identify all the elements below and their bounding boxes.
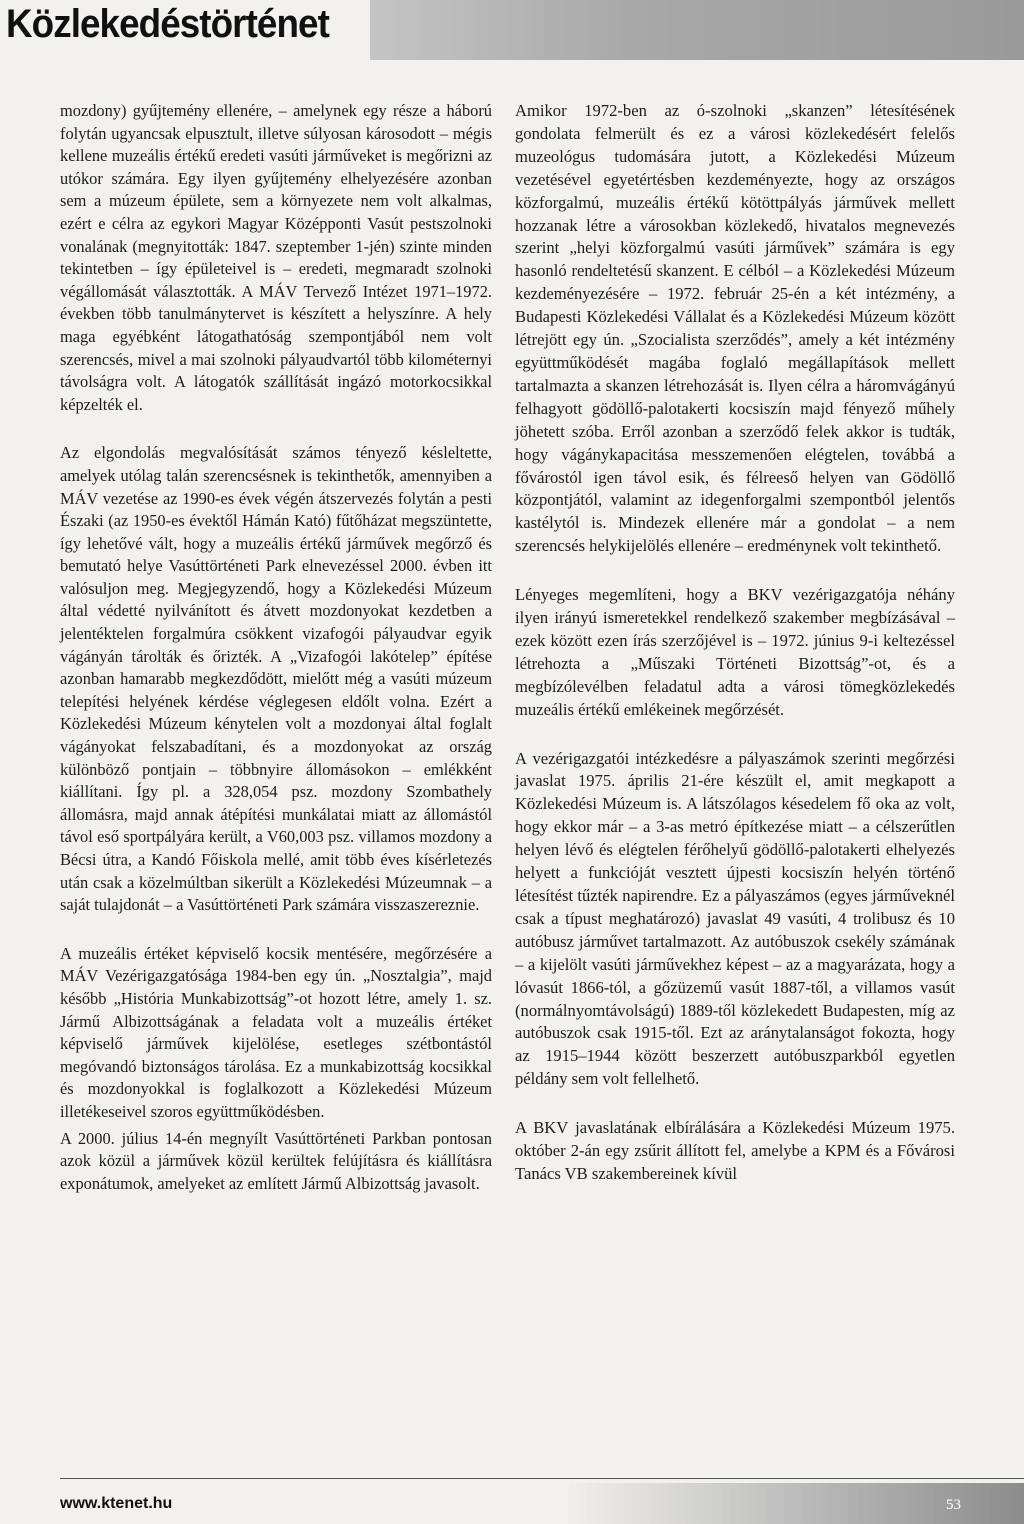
header-bar — [370, 0, 1024, 60]
paragraph: A BKV javaslatának elbírálására a Közlekedési Múzeum 1975. október 2-án egy zsűrit állított fel, amelybe a KPM és a Fővárosi Tanács VB szakembereinek kívül — [515, 1118, 955, 1183]
left-column — [60, 100, 492, 1221]
page-title: Közlekedéstörténet — [6, 2, 329, 46]
paragraph: Lényeges megemlíteni, hogy a BKV vezérigazgatója néhány ilyen irányú ismeretekkel rendelkező szakember megbízásával – ezek között ezen írás szerzőjével is – 1972. június 9-i keltezéssel létrehozta a „Műszaki Történeti Bizottság”-ot, és a megbízólevélben feladatul adta a városi tömegközlekedés muzeális értékű emlékeinek megőrzését. — [515, 585, 955, 719]
right-column — [515, 100, 955, 1212]
paragraph: Az elgondolás megvalósítását számos tényező késleltette, amelyek utólag talán szerencsésnek is tekinthetők, amennyiben a MÁV vezetése az 1990-es évek végén átszervezés folytán a pesti Északi (az 1950-es évektől Hámán Kató) fűtőházat megszüntette, így lehetővé vált, hogy a muzeális értékű járművek megőrző és bemutató helye Vasúttörténeti Park elnevezéssel 2000. évben itt valósuljon meg. Megjegyzendő, hogy a Közlekedési Múzeum által védetté nyilvánított és átvett mozdonyokat kezdetben a jelentéktelen forgalmúra csökkent vizafogói pályaudvar egyik vágányán tárolták és őrizték. A „Vizafogói lakótelep” építése azonban hamarabb megkezdődött, mielőtt még a vasúti múzeum telepítési helyének kérdése véglegesen eldőlt volna. Ezért a Közlekedési Múzeum kénytelen volt a mozdonyai által foglalt vágányokat felszabadítani, és a mozdonyokat az ország különböző pontjain – többnyire állomásokon – emlékként kiállítani. Így pl. a 328,054 psz. mozdony Szombathely állomásra, majd annak átépítési munkálatai miatt az állomástól távol eső sportpályára került, a V60,003 psz. villamos mozdony a Bécsi útra, a Kandó Főiskola mellé, amit több éves kísérletezés után csak a közelmúltban sikerült a Közlekedési Múzeumnak – a saját tulajdonát – a Vasúttörténeti Park számára visszaszereznie. — [60, 443, 492, 915]
footer-divider — [60, 1478, 1024, 1479]
paragraph: Amikor 1972-ben az ó-szolnoki „skanzen” létesítésének gondolata felmerült és ez a városi közlekedésért felelős muzeológus tudomására jutott, a Közlekedési Múzeum vezetésével egyetértésben kezdeményezte, hogy az országos közforgalmú, muzeális értékű kötöttpályás járművek mellett hozzanak létre a városokban közlekedő, hivatalos megnevezés szerint „helyi közforgalmú vasúti járművek” számára is egy hasonló rendeltetésű skanzent. E célból – a Közlekedési Múzeum kezdeményezésére – 1972. február 25-én a két intézmény, a Budapesti Közlekedési Vállalat és a Közlekedési Múzeum között létrejött egy ún. „Szocialista szerződés”, amely a két intézmény együttműködését magába foglaló megállapítások mellett tartalmazta a skanzen létrehozását is. Ilyen célra a háromvágányú felhagyott gödöllő-palotakerti kocsiszín majd fényező műhely jöhetett szóba. Erről azonban a szerződő felek akkor is tudták, hogy vágánykapacitása messzemenően elégtelen, továbbá a fővárostól igen távol esik, és félreeső helyen van Gödöllő központjától, valamint az idegenforgalmi szempontból jelentős kastélytól is. Mindezek ellenére már a gondolat – a nem szerencsés helykijelölés ellenére – eredménynek volt tekinthető. — [515, 101, 955, 556]
paragraph: A muzeális értéket képviselő kocsik mentésére, megőrzésére a MÁV Vezérigazgatósága 1984-ben egy ún. „Nosztalgia”, majd később „História Munkabizottság”-ot hozott létre, amely 1. sz. Jármű Albizottságának a feladata volt a muzeális értéket képviselő járművek kijelölése, esetleges szétbontástól megóvandó biztonságos tárolása. Ez a munkabizottság kocsikkal és mozdonyokkal is foglalkozott a Közlekedési Múzeum illetékeseivel szoros együttműködésben. — [60, 943, 492, 1121]
footer-url[interactable]: www.ktenet.hu — [60, 1495, 173, 1512]
paragraph: A 2000. július 14-én megnyílt Vasúttörténeti Parkban pontosan azok közül a járművek közül kerültek felújításra és kiállításra exponátumok, amelyeket az említett Jármű Albizottság javasolt. — [60, 1128, 492, 1193]
paragraph: mozdony) gyűjtemény ellenére, – amelynek egy része a háború folytán ugyancsak elpusztult, illetve súlyosan károsodott – mégis kellene muzeális értékű eredeti vasúti járműveket is megőrizni az utókor számára. Egy ilyen gyűjtemény elhelyezésére azonban sem a múzeum épülete, sem a környezete nem volt alkalmas, ezért e célra az egykori Magyar Középponti Vasút pestszolnoki vonalának (megnyitották: 1847. szeptember 1-jén) szinte minden tekintetben – így épületeivel is – eredeti, megmaradt szolnoki végállomását választották. A MÁV Tervező Intézet 1971–1972. években több tanulmánytervet is készített a helyszínre. A hely maga egyébként látogathatóság szempontjából nem volt szerencsés, mivel a mai szolnoki pályaudvartól több kilométernyi távolságra volt. A látogatók szállítását ingázó motorkocsikkal képzelték el. — [60, 101, 492, 414]
paragraph: A vezérigazgatói intézkedésre a pályaszámok szerinti megőrzési javaslat 1975. április 21-ére készült el, amit megkapott a Közlekedési Múzeum is. A látszólagos késedelem fő oka az volt, hogy ekkor már – a 3-as metró építkezése miatt – a célszerűtlen helyen lévő és elégtelen férőhelyű gödöllő-palotakerti elhelyezés helyett a funkcióját vesztett újpesti kocsiszín helyén történő létesítést tűzték napirendre. Ez a pályaszámos (egyes járműveknél csak a típust meghatározó) javaslat 49 vasúti, 4 trolibusz és 10 autóbusz járművet tartalmazott. Az autóbuszok csekély számának – a kijelölt vasúti járművekhez képest – az a magyarázata, hogy a lóvasút 1866-tól, a gőzüzemű vasút 1887-től, a villamos vasút (normálnyomtávolságú) 1889-től közlekedett Budapesten, míg az autóbuszok csak 1915-től. Ezt az aránytalanságot fokozta, hogy az 1915–1944 között beszerzett autóbuszparkból egyetlen példány sem volt fellelhető. — [515, 748, 955, 1089]
page-number: 53 — [946, 1497, 961, 1513]
